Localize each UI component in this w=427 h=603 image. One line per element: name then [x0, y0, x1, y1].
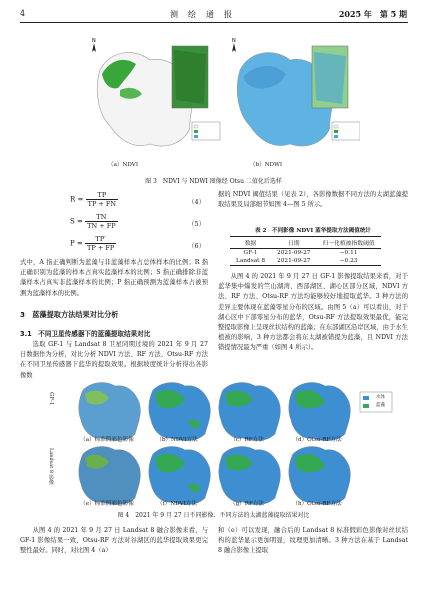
figure3-caption: 图 3 NDVI 与 NDWI 图像经 Otsu 二值化后选样: [145, 178, 282, 185]
equation-lhs: R =: [70, 195, 84, 204]
figure4-panel-label: （f）NDVI方法: [157, 501, 197, 507]
equation-5-number: （5）: [188, 220, 206, 228]
table-header: 数据: [244, 241, 257, 247]
gf1-false-color-map: [79, 383, 141, 441]
svg-text:N: N: [232, 38, 236, 44]
table-cell: −0.11: [339, 250, 358, 256]
left-paragraph-2: [20, 340, 208, 381]
figure-4-maps: [20, 378, 408, 508]
paragraph-text: 从图 4 的 2021 年 9 月 27 日 GF-1 影像提取结果来看，对于蓝华集中爆发的竺山湖湾、西部湖区、湖心区部分区域，NDVI 方法、RF 方法、Otsu-RF 方法均能够较好地提取蓝华。3 种方法的差异主要体现在蓝藻零星分布的区域。由图 5（a）可以看出，对于湖心区中下部零星分布的蓝华，Otsu-RF 方法提取效果最优，能完整提取影像上呈现丝状结构的蓝藻；在东部湖区沿岸区域，由于水生植被的影响，3 种方法都会将东太湖被错提为蓝藻，且 NDVI 方法错提情况最为严重（如图 4 所示）。: [218, 273, 408, 352]
section-3-heading: 3 蓝藻提取方法结果对比分析: [20, 310, 119, 319]
figure-4: [20, 378, 408, 508]
figure4-panel-label: （g）RF方法: [229, 501, 265, 507]
bottom-left-paragraph: [20, 526, 208, 557]
equation-numerator: TP: [86, 191, 119, 200]
equation-denominator: TP + FP: [87, 244, 115, 252]
equation-lhs: P =: [70, 239, 83, 248]
section-3-1-heading: 3.1 不同卫星传感器下的蓝藻提取结果对比: [20, 330, 151, 338]
ndvi-map: [92, 38, 208, 146]
table-cell: 2021-09-27: [277, 258, 311, 264]
table-2: [230, 236, 381, 266]
equation-6-number: （6）: [188, 242, 206, 250]
table2-title: 表 2 不同影像 NDVI 蓝华提取方法阈值统计: [254, 228, 372, 234]
landsat-false-color-map: [79, 447, 141, 505]
figure3-panel-b-label: （b）NDWI: [250, 162, 283, 168]
paragraph-text: 式中，A 指正确判断为蓝藻与非蓝藻样本占总体样本的比例；R 指正确识别为蓝藻的样本占真实蓝藻样本的比例；S 指正确排除非蓝藻样本占真实非蓝藻样本的比例；P 指正确预测为蓝藻样本占被预测为蓝藻样本的比例。: [20, 259, 208, 297]
figure4-legend-labels: [376, 394, 385, 410]
table-cell: −0.23: [339, 258, 358, 264]
figure4-caption: 图 4 2021 年 9 月 27 日不同影像、不同方法的太湖蓝藻提取结果对比: [117, 512, 310, 519]
right-paragraph-2: [218, 272, 408, 354]
figure4-panel-label: （e）标准假彩色影像: [80, 501, 134, 507]
equation-numerator: TN: [85, 213, 118, 222]
right-paragraph-1: [218, 190, 408, 210]
paragraph-text: 从图 4 的 2021 年 9 月 27 日 Landsat 8 融合影像来看，与 GF-1 影像结果一致，Otsu-RF 方法对谷湖区的蓝华提取效果更完整性最好。同时，对比图 4（a）: [20, 527, 208, 555]
paragraph-text: 据的 NDVI 阈值结果（见表 2），各影像数据不同方法的太湖蓝藻提取结果及局部细节如图 4—图 5 所示。: [218, 191, 408, 209]
figure3-panel-a-label: （a）NDVI: [108, 162, 139, 168]
figure4-panel-label: （a）标准假彩色影像: [80, 437, 134, 443]
equation-denominator: TN + FP: [87, 222, 116, 230]
equation-lhs: S =: [70, 217, 83, 226]
gf1-rf-map: [219, 383, 281, 441]
row-label-gf1: GF-1: [48, 392, 54, 406]
left-paragraph-1: [20, 258, 208, 299]
paragraph-text: 和（e）可以发现，融合后的 Landsat 8 标准假彩色影像对丝状结构的蓝华显示更加明显，纹理更加清晰。3 种方法在基于 Landsat 8 融合影像上提取: [218, 527, 408, 555]
figure3-legend-b: [332, 122, 360, 140]
landsat-rf-map: [219, 447, 281, 505]
table-row: [230, 257, 381, 266]
figure4-panel-label: （c）RF方法: [230, 437, 264, 443]
table-cell: GF-1: [243, 250, 258, 256]
legend-label-cyanobacteria: 蓝藻: [376, 403, 385, 408]
figure4-panel-label: （h）Otsu-RF方法: [292, 501, 342, 507]
issue-info: 2025 年 第 5 期: [338, 9, 407, 19]
figure4-panel-label: （b）NDVI方法: [156, 437, 198, 443]
landsat-ndvi-map: [149, 447, 211, 505]
landsat-otsu-rf-map: [289, 447, 351, 505]
row-label-landsat: Landsat 8 影像: [48, 448, 54, 485]
ndwi-map: [232, 38, 348, 146]
equation-denominator: TP + FN: [87, 200, 117, 208]
figure-3: [80, 30, 360, 172]
bottom-right-paragraph: [218, 526, 408, 557]
figure4-panel-label: （d）Otsu-RF方法: [292, 437, 342, 443]
paragraph-text: 选取 GF-1 与 Landsat 8 卫星同期过境的 2021 年 9 月 27 日数据作为分析，对比分析 NDVI 方法、RF 方法、Otsu-RF 方法在不同卫星传感器下蓝华的提取效果。根据坡度统计分析得出各影像数: [20, 341, 208, 379]
table-header: 归一化植被指数阈值: [322, 241, 375, 247]
equation-numerator: TP′: [85, 235, 116, 244]
gf1-ndvi-map: [149, 383, 211, 441]
table-header: 日期: [287, 241, 300, 247]
table-row: [230, 249, 381, 258]
journal-title: 测 绘 通 报: [170, 10, 233, 19]
figure-3-maps: [80, 30, 360, 172]
legend-label-water: 水体: [376, 395, 385, 400]
header-rule: [20, 22, 408, 23]
table-cell: 2021-09-27: [277, 250, 311, 256]
figure3-legend-a: [192, 122, 220, 140]
north-arrow-a: N: [92, 38, 96, 44]
page-number: 4: [20, 9, 26, 18]
table-cell: Landsat 8: [236, 258, 266, 264]
equation-4-number: （4）: [188, 198, 206, 206]
gf1-otsu-rf-map: [289, 383, 351, 441]
